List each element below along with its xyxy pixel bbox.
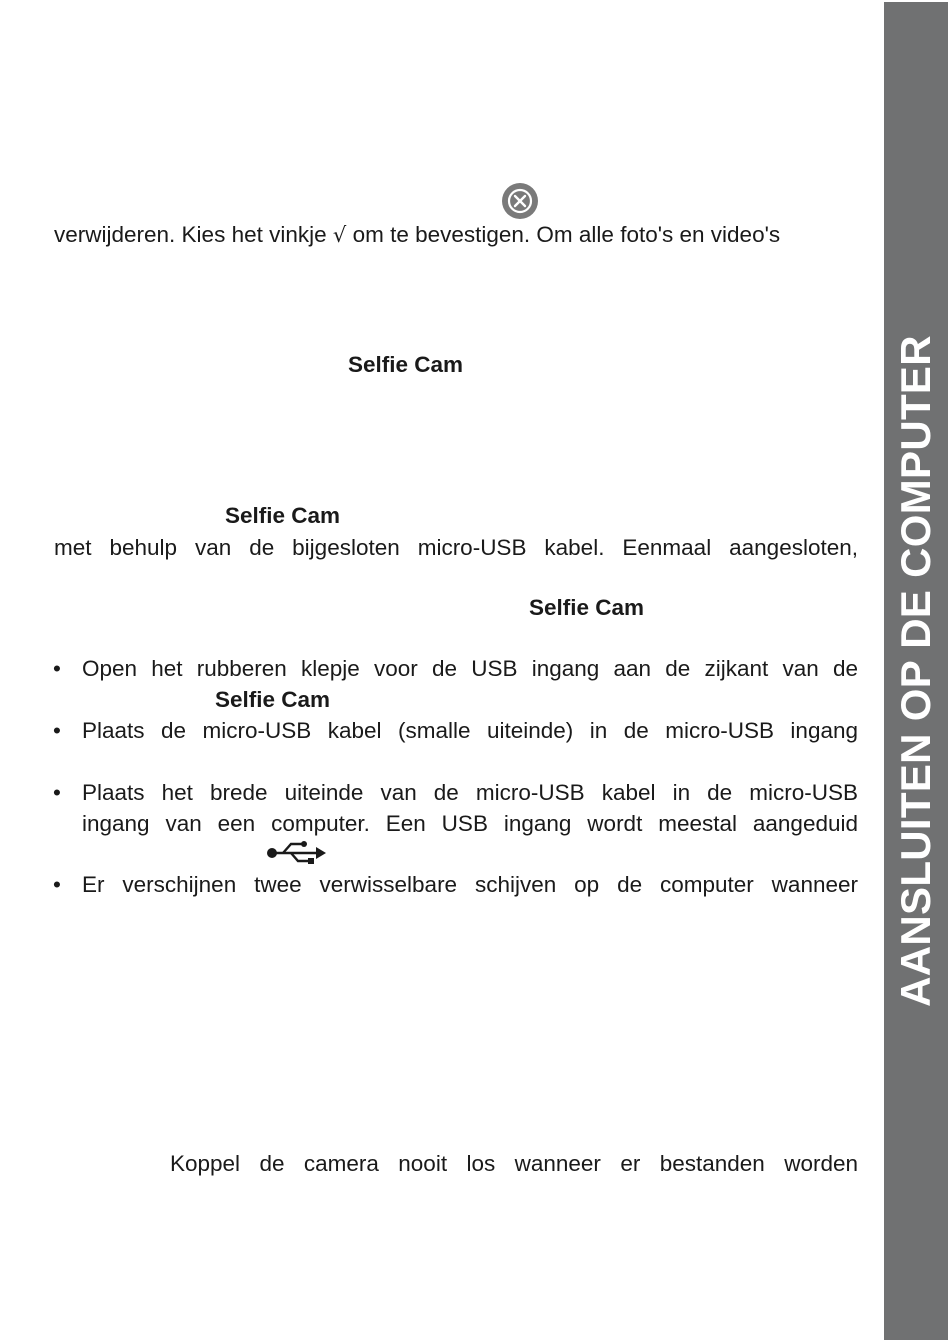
line-cable: met behulp van de bijgesloten micro-USB kabel. Eenmaal aangesloten, bbox=[54, 535, 858, 560]
warning-line: Koppel de camera nooit los wanneer er bestanden worden bbox=[170, 1151, 858, 1176]
line-delete bbox=[54, 224, 780, 247]
checkmark-icon: √ bbox=[332, 223, 347, 247]
bullet-1-symbol: • bbox=[53, 656, 61, 681]
bullet-3-symbol: • bbox=[53, 780, 61, 805]
bullet-1-product: Selfie Cam bbox=[215, 687, 331, 712]
bullet-2-symbol: • bbox=[53, 718, 61, 743]
line-delete-part-b: om te bevestigen. Om alle foto's en video's bbox=[352, 222, 781, 247]
line-delete-part-a: verwijderen. Kies het vinkje bbox=[54, 222, 327, 247]
product-name-3: Selfie Cam bbox=[529, 595, 645, 620]
usb-symbol-icon bbox=[266, 840, 328, 866]
bullet-1-line-1: Open het rubberen klepje voor de USB ingang aan de zijkant van de bbox=[82, 656, 858, 681]
bullet-4-symbol: • bbox=[53, 872, 61, 897]
bullet-3-line-1: Plaats het brede uiteinde van de micro-USB kabel in de micro-USB bbox=[82, 780, 858, 805]
bullet-3-line-2: ingang van een computer. Een USB ingang wordt meestal aangeduid bbox=[82, 811, 858, 836]
product-name-2: Selfie Cam bbox=[225, 503, 341, 528]
bullet-2-line-1: Plaats de micro-USB kabel (smalle uiteinde) in de micro-USB ingang bbox=[82, 718, 858, 743]
product-name-1: Selfie Cam bbox=[348, 352, 464, 377]
delete-circle-x-icon bbox=[501, 182, 539, 220]
bullet-4-line-1: Er verschijnen twee verwisselbare schijven op de computer wanneer bbox=[82, 872, 858, 897]
section-side-title: AANSLUITEN OP DE COMPUTER bbox=[892, 335, 939, 1007]
